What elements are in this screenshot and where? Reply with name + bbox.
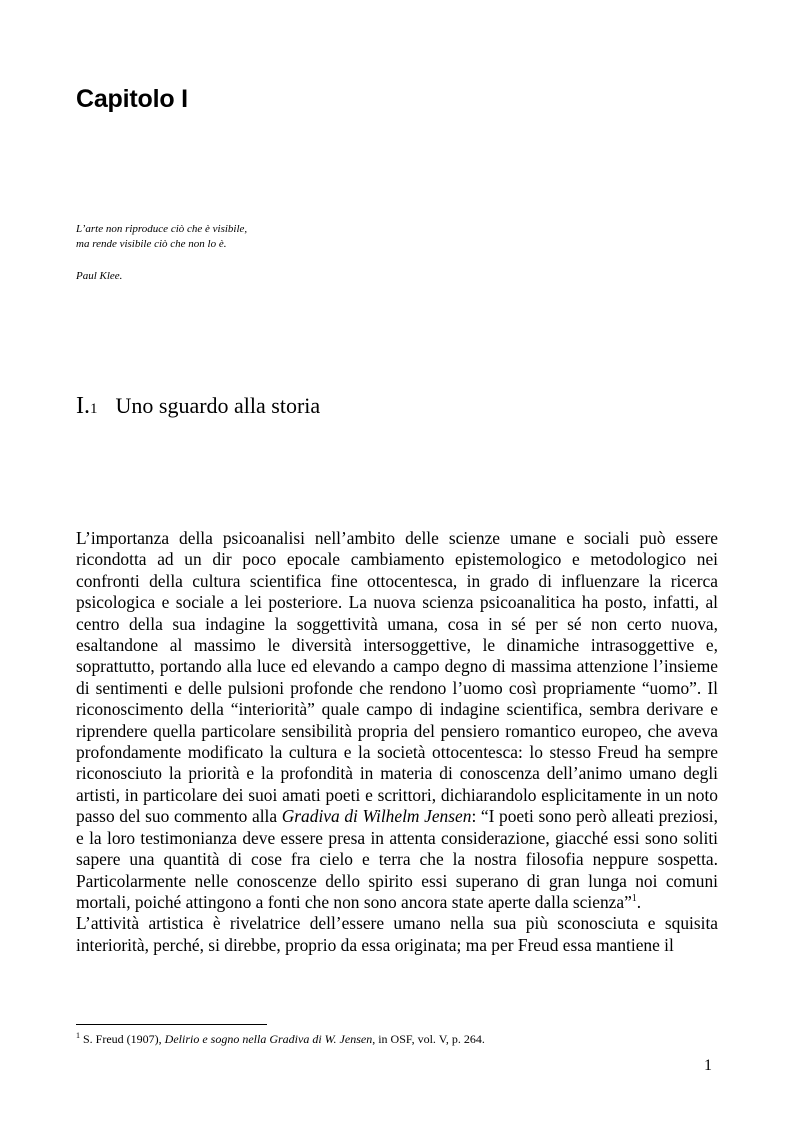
paragraph-1-end: .: [636, 891, 642, 912]
epigraph-line-2: ma rende visibile ciò che non lo è.: [76, 238, 227, 250]
section-number-sub: 1: [90, 401, 98, 417]
footnote-italic-title: Delirio e sogno nella Gradiva di W. Jensen: [164, 1032, 373, 1046]
section-title: Uno sguardo alla storia: [115, 393, 321, 418]
epigraph: [76, 222, 247, 284]
epigraph-line-1: L’arte non riproduce ciò che è visibile,: [76, 223, 248, 235]
footnote-reference[interactable]: 1: [631, 893, 637, 905]
epigraph-author: Paul Klee.: [76, 270, 123, 282]
page-number: 1: [704, 1057, 712, 1074]
footnote-divider: [76, 1024, 267, 1025]
footnote-text-before: S. Freud (1907),: [80, 1032, 165, 1046]
section-number-roman: I.: [76, 393, 90, 419]
paragraph-2: L’attività artistica è rivelatrice dell’essere umano nella sua più sconosciuta e squisita interiorità, perché, si direbbe, proprio da essa originata; ma per Freud essa mantiene il: [76, 913, 718, 955]
paragraph-1-italic-title: Gradiva di Wilhelm Jensen: [281, 806, 472, 827]
paragraph-1: [76, 528, 718, 913]
body-text: [76, 528, 718, 956]
footnote-marker: 1: [76, 1031, 80, 1040]
paragraph-1-part-1: L’importanza della psicoanalisi nell’ambito delle scienze umane e sociali può essere ricondotta ad un dir poco epocale cambiamento epistemologico e metodologico nei confronti della cultura scientifica fine ottocentesca, in grado di influenzare la ricerca psicologica e sociale a lei posteriore. La nuova scienza psicoanalitica ha posto, infatti, al centro della sua indagine la soggettività umana, cosa in sé per sé non certo nuova, esaltandone al massimo le diversità intersoggettive, le dinamiche intrasoggettive e, soprattutto, portando alla luce ed elevando a campo degno di massima attenzione l’insieme di sentimenti e delle pulsioni profonde che rendono l’uomo così propriamente “uomo”. Il riconoscimento della “interiorità” quale campo di indagine scientifica, sembra derivare e riprendere quella particolare sensibilità propria del pensiero romantico europeo, che aveva profondamente modificato la cultura e la società ottocentesca: lo stesso Freud ha sempre riconosciuto la priorità e la profondità in materia di conoscenza dell’animo umano degli artisti, in particolare dei suoi amati poeti e scrittori, dichiarandolo esplicitamente in un noto passo del suo commento alla: [76, 528, 718, 827]
footnote: [76, 1031, 485, 1047]
chapter-title: Capitolo I: [76, 85, 188, 113]
paragraph-1-part-2: : “I poeti sono però alleati preziosi, e la loro testimonianza deve essere presa in attenta considerazione, giacché essi sono soliti sapere una quantità di cose fra cielo e terra che la nostra filosofia neppure sospetta. Particolarmente nelle conoscenze dello spirito essi superano di gran lunga noi comuni mortali, poiché attingono a fonti che non sono ancora state aperte dalla scienza”: [76, 806, 718, 912]
section-heading: [76, 393, 320, 420]
footnote-text-after: , in OSF, vol. V, p. 264.: [372, 1032, 485, 1046]
